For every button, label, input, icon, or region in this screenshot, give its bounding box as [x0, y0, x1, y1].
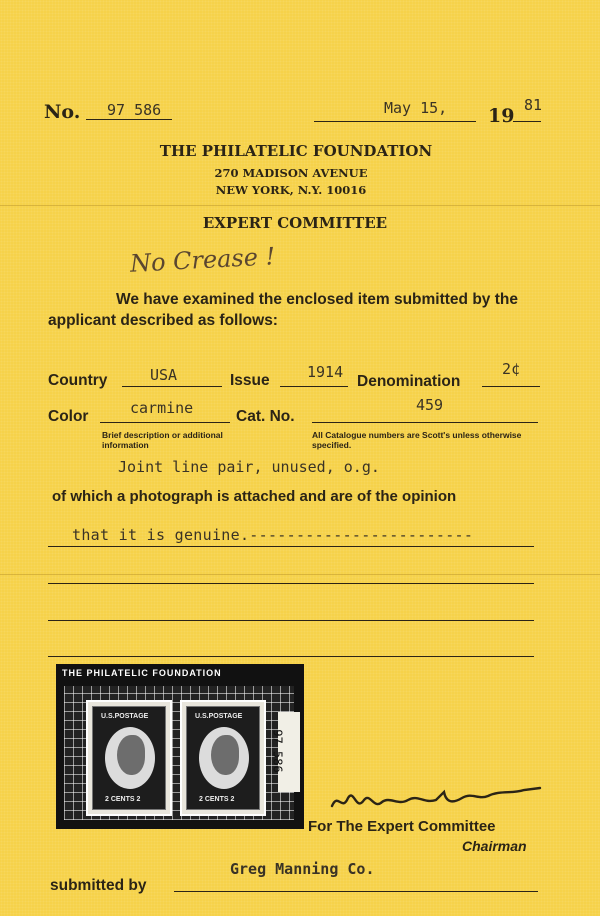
issue-line	[280, 386, 348, 387]
blank-line-4	[48, 656, 534, 657]
opinion-line-1	[48, 546, 534, 547]
photo-side-number-tab	[270, 712, 300, 792]
stamp-right-portrait-icon	[211, 735, 239, 775]
fold-line	[0, 574, 600, 575]
chairman-title: Chairman	[462, 838, 527, 854]
catno-line	[312, 422, 538, 423]
date-line	[314, 121, 476, 122]
year-prefix: 19	[488, 105, 515, 127]
handwritten-note: No Crease !	[129, 242, 276, 278]
blank-line-3	[48, 620, 534, 621]
stamp-right	[180, 700, 266, 816]
brief-description-note: Brief description or additional information	[102, 430, 223, 450]
photo-header: THE PHILATELIC FOUNDATION	[62, 668, 222, 678]
fold-line	[0, 205, 600, 206]
expert-committee-heading: EXPERT COMMITTEE	[202, 214, 388, 232]
submitted-by-label: submitted by	[50, 877, 147, 894]
year-value: 81	[524, 96, 543, 114]
color-value: carmine	[130, 399, 194, 417]
catalogue-note: All Catalogue numbers are Scott's unless otherwise specified.	[312, 430, 522, 450]
org-name: THE PHILATELIC FOUNDATION	[159, 142, 433, 160]
stamp-left-top-text: U.S.POSTAGE	[101, 713, 149, 720]
address-line-2: NEW YORK, N.Y. 10016	[215, 183, 367, 197]
intro-line-1: We have examined the enclosed item submitted by the	[116, 291, 518, 308]
certificate-number-value: 97 586	[107, 101, 162, 119]
submitted-by-line	[174, 891, 538, 892]
stamp-left-bottom-text: 2 CENTS 2	[105, 796, 141, 803]
country-value: USA	[150, 366, 178, 384]
intro-line-2: applicant described as follows:	[48, 312, 278, 329]
chairman-signature	[328, 782, 546, 818]
country-line	[122, 386, 222, 387]
submitted-by-value: Greg Manning Co.	[230, 860, 375, 878]
photo-side-number: 97 586	[270, 729, 285, 773]
catno-label: Cat. No.	[236, 408, 295, 425]
description-value: Joint line pair, unused, o.g.	[118, 458, 380, 476]
issue-value: 1914	[307, 363, 344, 381]
blank-line-2	[48, 583, 534, 584]
for-expert-committee: For The Expert Committee	[308, 818, 496, 835]
stamp-right-top-text: U.S.POSTAGE	[195, 713, 243, 720]
date-value: May 15,	[384, 99, 448, 117]
stamp-left-portrait-icon	[117, 735, 145, 775]
country-label: Country	[48, 372, 108, 389]
certificate-number-label: No.	[44, 101, 81, 123]
address-line-1: 270 MADISON AVENUE	[214, 166, 368, 180]
year-line	[513, 121, 541, 122]
opinion-intro: of which a photograph is attached and are of the opinion	[52, 488, 457, 505]
denomination-label: Denomination	[357, 373, 461, 390]
denomination-value: 2¢	[502, 360, 521, 378]
stamp-right-bottom-text: 2 CENTS 2	[199, 796, 235, 803]
catno-value: 459	[416, 396, 444, 414]
color-label: Color	[48, 408, 89, 425]
opinion-text: that it is genuine.------------------------	[72, 526, 474, 544]
color-line	[100, 422, 230, 423]
certificate-number-line	[86, 119, 172, 120]
issue-label: Issue	[230, 372, 270, 389]
denomination-line	[482, 386, 540, 387]
stamp-photograph	[56, 664, 304, 829]
stamp-left	[86, 700, 172, 816]
